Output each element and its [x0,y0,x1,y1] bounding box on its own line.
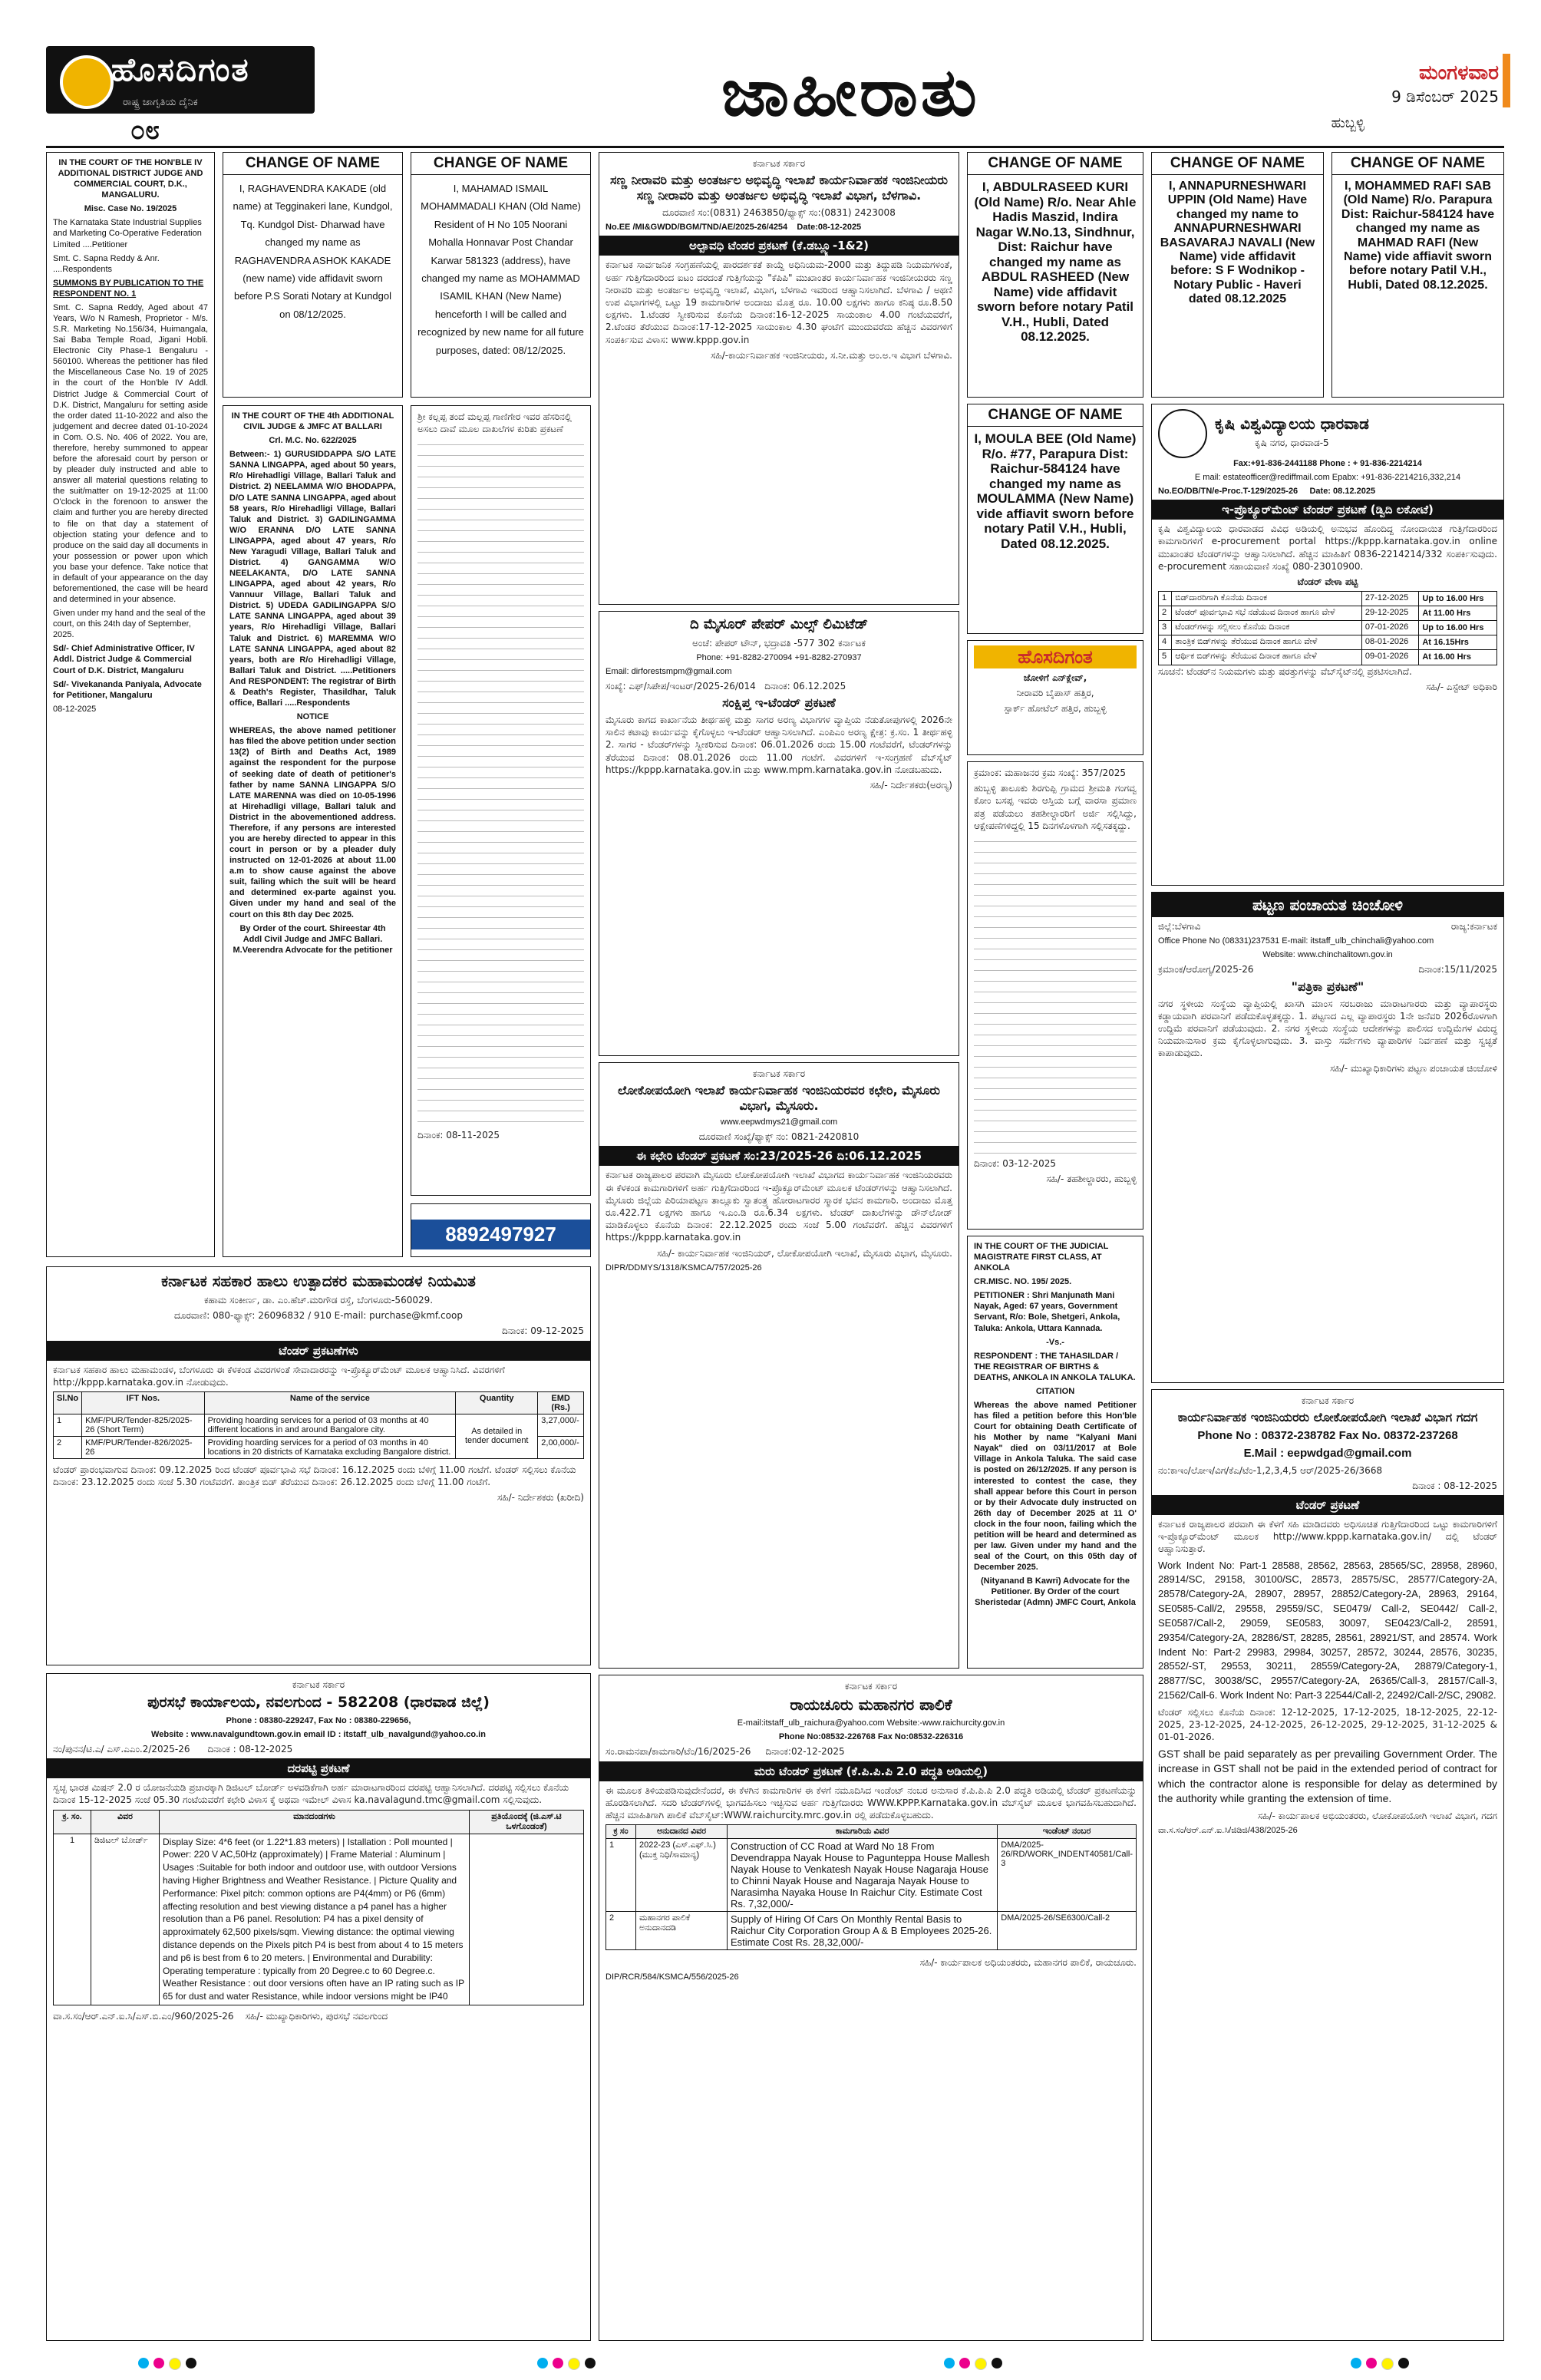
table-cell: Up to 16.00 Hrs [1419,621,1497,635]
petitioner: PETITIONER : Shri Manjunath Mani Nayak, Aged: 67 years, Government Servant, R/o: Bole, Shetgeri, Ankola, Taluka: Ankola, Uttara Kannada. [974,1291,1120,1333]
table-cell: 3,27,000/- [538,1414,584,1436]
org-name: ಪುರಸಭೆ ಕಾರ್ಯಾಲಯ, ನವಲಗುಂದ - 582208 (ಧಾರವಾಡ ಜಿಲ್ಲೆ) [147,1694,490,1712]
chincholi-press-notice [1151,892,1504,1383]
table-cell: 5 [1159,650,1172,665]
registration-dot-icon [169,2358,181,2370]
navalgund-rate-notice [46,1673,591,2341]
govt-label: ಕರ್ನಾಟಕ ಸರ್ಕಾರ [292,1679,345,1690]
tender-body: ಕರ್ನಾಟಕ ಸಾರ್ವಜನಿಕ ಸಂಗ್ರಹಣೆಯಲ್ಲಿ ಪಾರದರ್ಶಕತೆ ಕಾಯ್ದೆ ಅಧಿನಿಯಮ-2000 ಮತ್ತು ತಿದ್ದುಪಡಿ ನಿಯಮಗಳಂತೆ, ಅರ್ಹ ಗುತ್ತಿಗೆದಾರರಿಂದ ಐಟಂ ದರದಂತೆ ಗುತ್ತಿಗೆಯನ್ನು "ಕೆಪಿಪಿ" ಮುಖಾಂತರ ಕಾರ್ಯನಿರ್ವಾಹಕ ಇಂಜಿನೀಯರರು ಸಣ್ಣ ನೀರಾವರಿ ಮತ್ತು ಅಂತರ್ಜಲ ಅಭಿವೃದ್ಧಿ ಇಲಾಖೆ, ವಿಭಾಗ, ಬೆಳಗಾವಿ ಇವರಿಂದ ಆಹ್ವಾನಿಸಲಾಗಿದೆ. ಬೆಳಗಾವಿ / ಅಥಣಿ ಉಪ ವಿಭಾಗಗಳಲ್ಲಿ ಒಟ್ಟು 19 ಕಾಮಗಾರಿಗಳ ಅಂದಾಜು ಮೊತ್ತ ರೂ. 10.00 ಲಕ್ಷಗಳು ಹಾಗೂ ಕನಿಷ್ಠ ರೂ.8.50 ಲಕ್ಷಗಳು. 1.ಟೆಂಡರ ಸ್ವೀಕರಿಸುವ ಕೊನೆಯ ದಿನಾಂಕ:16-12-2025 ಸಾಯಂಕಾಲ 4.00 ಗಂಟೆಯವರೆಗೆ, 2.ಟೆಂಡರ ತೆರೆಯುವ ದಿನಾಂಕ:17-12-2025 ಸಾಯಂಕಾಲ 4.30 ಘಂಟೆಗೆ ಮುಂದುವರೆದು ಹೆಚ್ಚಿನ ವಿವರಗಳಿಗೆ ಸಂಪರ್ಕಿಸುವ ವಿಳಾಸ: www.kppp.gov.in [606,259,952,345]
edition-city: ಹುಬ್ಬಳ್ಳಿ [1331,115,1364,131]
org-address: ಅಂಚೆ: ಪೇಪರ್ ಟೌನ್, ಭದ್ರಾವತಿ -577 302 ಕರ್ನಾಟಕ [692,637,866,649]
col-header: ಇಂಡೆಂಟ್ ನಂಬರ [998,1825,1137,1839]
summons-title: SUMMONS BY PUBLICATION TO THE RESPONDENT NO. 1 [53,278,204,299]
notice-date: ದಿನಾಂಕ: 09-12-2025 [502,1325,584,1337]
notice-heading: IN THE COURT OF THE HON'BLE IV ADDITIONAL DISTRICT JUDGE AND COMMERCIAL COURT, D.K., MANGALURU. [58,158,203,200]
table-cell: 2 [54,1436,82,1458]
tender-body: ಕರ್ನಾಟಕ ರಾಜ್ಯಪಾಲರ ಪರವಾಗಿ ಈ ಕೆಳಗೆ ಸಹಿ ಮಾಡಿದವರು ಅಧಿಸೂಚಿತ ಗುತ್ತಿಗೆದಾರರಿಂದ ಒಟ್ಟು ಕಾಮಗಾರಿಗಳಿಗೆ ಇ-ಪ್ರೊಕ್ಯೂರ್‌ಮೆಂಟ್ ಮೂಲಕ http://www.kppp.karnataka.gov.in/ ದಲ್ಲಿ ಟೆಂಡರ್ ಆಹ್ವಾನಿಸುತ್ತಾರೆ. [1158,1518,1497,1555]
dept-email: www.eepwdmys21@gmail.com [720,1117,838,1127]
signature: ಸಹಿ/- ನಿರ್ದೇಶಕರು(ಅರಣ್ಯ) [869,779,952,791]
org-web: Website : www.navalgundtown.gov.in email ID : itstaff_ulb_navalgund@yahoo.co.in [151,1730,486,1740]
notice-date: ದಿನಾಂಕ:02-12-2025 [765,1746,845,1758]
notice-date: ದಿನಾಂಕ: 06.12.2025 [764,680,846,692]
table-row [54,1414,584,1436]
ad-heading: CHANGE OF NAME [1152,153,1323,175]
notice-body: Smt. C. Sapna Reddy, Aged about 47 Years, W/o N Ramesh, Proprietor - M/s. S.R. Marketing No.156/34, Huimangala, Sai Baba Temple Road, Jigani Hobli. Electronic City Phase-1 Bengaluru - 560100. Whereas the petitioner has filed the Miscellaneous Case No. 19 of 2025 in the court of the Hon'ble IV Addl. District Judge & Commercial Court of D.K. District, Mangaluru for setting aside the order dated 11-10-2022 and also the judgement and decree dated 01-10-2024 in Com. O.S. No. 406 of 2022. You are, therefore, hereby summoned to appear before the aforesaid court by person or by pleader duly instructed and able to answer all material questions relating to the suit/matter on 19-12-2025 at 11:00 O'clock in the forenoon to answer the claim and further you are hereby directed to file on that day a statement of objection stating your defence and to produce on the said day all documents in your possession or power upon which you base your defence. Take notice that in default of your appearance on the day beforementioned, the case will be heard and determined in your absence. [53,302,208,605]
table-cell: DMA/2025-26/SE6300/Call-2 [998,1912,1137,1950]
table-cell: 2,00,000/- [538,1436,584,1458]
price-cell [470,1834,584,2005]
col-header: Sl.No [54,1391,82,1414]
notice-date: ದಿನಾಂಕ : 08-12-2025 [1412,1480,1497,1491]
registration-dot-icon [585,2358,596,2368]
table-cell: 1 [1159,592,1172,606]
dipr-code: DIPR/DDMYS/1318/KSMCA/757/2025-26 [606,1263,762,1273]
org-address: ಕಹಾಮ ಸಂಕೀರ್ಣ, ಡಾ. ಎಂ.ಹೆಚ್.ಮರಿಗೌಡ ರಸ್ತೆ, ಬೆಂಗಳೂರು-560029. [203,1295,434,1306]
col-header: IFT Nos. [82,1391,204,1414]
ad-body: I, RAGHAVENDRA KAKADE (old name) at Tegginakeri lane, Kundgol, Tq. Kundgol Dist- Dharwad have changed my name as RAGHAVENDRA ASHOK KAKADE (new name) vide affidavit sworn before P.S Sorati Notary at Kundgol on 08/12/2025. [233,183,393,320]
table-cell: KMF/PUR/Tender-825/2025-26 (Short Term) [82,1414,204,1436]
table-cell: Providing hoarding services for a period of 03 months in 40 locations in 20 districts of Karnataka excluding Bangalore district. [204,1436,456,1458]
notice-text-block [417,438,584,1129]
signature: ಸಹಿ/-ಕಾರ್ಯನಿರ್ವಾಹಕ ಇಂಜಿನೀಯರು, ಸ.ನೀ.ಮತ್ತು ಅಂ.ಅ.ಇ ವಿಭಾಗ ಬೆಳಗಾವಿ. [711,349,952,361]
table-row [606,1839,1137,1912]
logo-tagline: ರಾಷ್ಟ್ರ ಜಾಗೃತಿಯ ದೈನಿಕ [123,97,198,108]
col-header: EMD (Rs.) [538,1391,584,1414]
ad-body: I, ANNAPURNESHWARI UPPIN (Old Name) Have changed my name to ANNAPURNESHWARI BASAVARAJ NAVALI (New Name) vide affidavit before: S F Wodnikop - Notary Public - Haveri dated 08.12.2025 [1160,180,1315,306]
tender-table [53,1391,584,1459]
org-name: ಕರ್ನಾಟಕ ಸಹಕಾರ ಹಾಲು ಉತ್ಪಾದಕರ ಮಹಾಮಂಡಳ ನಿಯಮಿತ [161,1272,476,1290]
ref-number: ಕ್ರಮಾಂಕ: ಮಹಾಜನರ ಕ್ರಮ ಸಂಖ್ಯೆ: 357/2025 [974,767,1127,778]
notice-body: ಶ್ರೀ ಕಲ್ಲಪ್ಪ ತಂದೆ ಮಲ್ಲಪ್ಪ ಗಾಣಿಗೇರ ಇವರ ಹೆಸರಿನಲ್ಲಿ ಅಸಲು ದಾವೆ ಮೂಲ ದಾಖಲೆಗಳ ಕುರಿತು ಪ್ರಕಟಣೆ [417,411,572,435]
table-cell: ಮಹಾನಗರ ಪಾಲಿಕೆ ಅನುದಾನದಡಿ [636,1912,728,1950]
registration-dot-icon [975,2358,987,2370]
ref-line [1158,486,1497,497]
schedule-table [1158,591,1497,665]
ad-heading: CHANGE OF NAME [223,153,402,175]
org-phone: Phone No:08532-226768 Fax No:08532-226316 [778,1732,964,1742]
hosadiganta-office-ad [967,640,1143,755]
case-number: CR.MISC. NO. 195/ 2025. [974,1277,1072,1287]
table-cell: ತಾಂತ್ರಿಕ ಬಿಡ್‌ಗಳನ್ನು ತೆರೆಯುವ ದಿನಾಂಕ ಹಾಗೂ ವೇಳೆ [1172,635,1362,650]
registration-dot-icon [1351,2358,1361,2368]
ref-number: ನಂ:ಕಾಇಂ/ಲೋಇ/ವಿಗ/ಕೆಎ/ಟೆಂ-1,2,3,4,5 ಆರ್/2025-26/3668 [1158,1464,1383,1476]
signature: ಸಹಿ/- ಕಾರ್ಯನಿರ್ವಾಹಕ ಇಂಜಿನಿಯರ್, ಲೋಕೋಪಯೋಗಿ ಇಲಾಖೆ, ಮೈಸೂರು ವಿಭಾಗ, ಮೈಸೂರು. [657,1247,952,1259]
registration-dot-icon [153,2358,164,2368]
signature: Sd/- Chief Administrative Officer, IV Addl. District Judge & Commercial Court of D.K. District, Mangaluru [53,644,195,675]
org-fax: Fax:+91-836-2441188 Phone : + 91-836-2214214 [1233,459,1422,468]
notice-label: NOTICE [296,712,329,722]
accent-bar [1503,54,1510,107]
tender-bar: ಮರು ಟೆಂಡರ್ ಪ್ರಕಟಣೆ (ಕೆ.ಪಿ.ಪಿ.ಪಿ 2.0 ಪದ್ಧತಿ ಅಡಿಯಲ್ಲಿ) [599,1761,1143,1781]
dipr-code: DIP/RCR/584/KSMCA/556/2025-26 [606,1972,739,1982]
pwd-mysuru-tender [599,1062,959,1669]
ref-number: ಕ್ರಮಾಂಕ/ಆರೋಗ್ಯ/2025-26 [1158,964,1254,975]
dept-name: ಸಣ್ಣ ನೀರಾವರಿ ಮತ್ತು ಅಂತರ್ಜಲ ಅಭಿವೃದ್ಧಿ ಇಲಾಖೆ ಕಾರ್ಯನಿರ್ವಾಹಕ ಇಂಜಿನೀಯರು ಸಣ್ಣ ನೀರಾವರಿ ಮತ್ತು ಅಂತರ್ಜಲ ಅಭಿವೃದ್ಧಿ ಇಲಾಖೆ ವಿಭಾಗ, ಬೆಳಗಾವಿ. [610,173,948,203]
mysore-paper-mills-tender [599,611,959,1056]
org-name: ದಿ ಮೈಸೂರ್ ಪೇಪರ್ ಮಿಲ್ಸ್ ಲಿಮಿಟೆಡ್ [689,616,869,632]
table-row [1159,650,1497,665]
table-cell: Providing hoarding services for a period of 03 months at 40 different locations in and around Bangalore city. [204,1414,456,1436]
notice-body: Whereas the above named Petitioner has filed a petition before this Hon'ble Court for obtaining Death Certificate of his Mother by name "Kalyani Mani Nayak" died on 03/11/2017 at Bole Village in Ankola Taluka. The said case is posted on 26/12/2025. If any person is interested to contest the case, they shall appear before this Court in person or by their Advocate duly instructed on 26th day of December 2025 at 11 O' clock in the four noon, failing which the petition will be heard and determined as per law. Given under my hand and the seal of the Court, on this 05th day of December 2025. [974,1401,1137,1573]
col-header: Quantity [456,1391,538,1414]
ad-line: ಜೋಳಿಗೆ ಎನ್‌ಕ್ಲೇವ್, [1023,672,1087,683]
citation-label: CITATION [1035,1386,1075,1396]
contact-phone: 8892497927 [411,1220,590,1249]
govt-label: ಕರ್ನಾಟಕ ಸರ್ಕಾರ [752,158,806,169]
court-notice-ballari [223,405,403,1257]
tender-dates: ಟೆಂಡರ್ ಸಲ್ಲಿಸಲು ಕೊನೆಯ ದಿನಾಂಕ: 12-12-2025, 17-12-2025, 18-12-2025, 22-12-2025, 23-12-2025, 24-12-2025, 26-12-2025, 29-12-2025, 31-12-2025 & 01-01-2026. [1158,1706,1497,1743]
signature: ಸಹಿ/- ಎಸ್ಟೇಟ್ ಅಧಿಕಾರಿ [1426,681,1497,692]
tahsildar-notice [967,761,1143,1230]
table-cell: As detailed in tender document [456,1414,538,1458]
ref-number: No.EE /MI&GWDD/BGM/TND/AE/2025-26/4254 [606,223,788,233]
hosadiganta-contact-box [411,1203,591,1257]
logo-text: ಹೊಸದಿಗಂತ [111,51,250,88]
footer-line [53,2010,584,2022]
org-email: Email: dirforestsmpm@gmail.com [606,666,732,676]
gst-note: GST shall be paid separately as per prevailing Government Order. The increase in GST shall not be paid in the extended period of contract for which the contractor alone is responsible for delay as determined by the authority while granting the extension of time. [1158,1747,1497,1805]
table-cell: At 16.15Hrs [1419,635,1497,650]
spec-table [53,1810,584,2005]
table-cell: 1 [54,1414,82,1436]
dept-name: ಕಾರ್ಯನಿರ್ವಾಹಕ ಇಂಜಿನಿಯರರು ಲೋಕೋಪಯೋಗಿ ಇಲಾಖೆ ವಿಭಾಗ ಗದಗ [1177,1410,1478,1425]
kmf-tender [46,1266,591,1665]
col-header: ಅನುದಾನದ ವಿವರ [636,1825,728,1839]
change-of-name-moula [967,404,1143,634]
org-contact: ದೂರವಾಣಿ: 080-ಫ್ಯಾಕ್ಸ್: 26096832 / 910 E-mail: purchase@kmf.coop [174,1310,463,1322]
notice-heading: IN THE COURT OF THE JUDICIAL MAGISTRATE FIRST CLASS, AT ANKOLA [974,1242,1109,1273]
notice-bar: ದರಪಟ್ಟಿ ಪ್ರಕಟಣೆ [47,1758,590,1778]
col-header: ಪ್ರತಿಯೊಂದಕ್ಕೆ (ಜಿ.ಎಸ್.ಟಿ ಒಳಗೊಂಡಂತೆ) [470,1810,584,1834]
registration-dot-icon [568,2358,580,2370]
notice-body: WHEREAS, the above named petitioner has filed the above petition under section 13(2) of Birth and Deaths Act, 1989 against the respondent for the purpose of seeking date of death of petitioner's father by name SANNA LINGAPPA S/O LATE MARENNA was died on 10-05-1996 at Hirehadligi village, Ballari taluk and District in the abovementioned address. Therefore, if any persons are interested you are hereby directed to appear in this court in person or by a pleader duly instructed on 12-01-2026 at about 11.00 a.m to show cause against the above suit, failing which the suit will be heard and determined ex-parte against you. Given under my hand and seal of the court on this 8th day Dec 2025. [229,726,396,919]
issue-date: 9 ಡಿಸೆಂಬರ್ 2025 [1391,87,1499,106]
ad-heading: CHANGE OF NAME [411,153,590,175]
spec-cell: Display Size: 4*6 feet (or 1.22*1.83 meters) | Istallation : Poll mounted | Power: 220 V AC,50Hz (approximately) | Frame Material : Aluminum | Usages :Suitable for both indoor and outdoor use, with outdoor Versions having Higher Brightness and Weather Resistance. | Picture Quality and Performance: Pixel pitch: common options are P4(4mm) or P6 (6mm) affecting resolution and best viewing distance a p4 panel has a higher resolution than a P6 panel. Resolution: P4 has a pixel density of approximately 62,500 pixels/sqm. Viewing distance: the optimal viewing distance depends on the Pixels pitch P4 is best from about 4 to 15 meters and p6 is best from 6 to 20 meters. | Environmental and Durability: Operating temperature : typically from 20 Degree.c to 60 Degree.c. Weather Resistance : out door versions often have an IP rating such as IP 65 for dust and water Resistance, while indoor versions might be IP40 [160,1834,470,2005]
ad-line: ಸ್ಪಾರ್ಕ್ ಹೋಟೆಲ್ ಹತ್ತಿರ, ಹುಬ್ಬಳ್ಳಿ [1004,703,1107,715]
notice-body: ಮೈಸೂರು ಕಾಗದ ಕಾರ್ಖಾನೆಯ ತೀರ್ಥಹಳ್ಳಿ ಮತ್ತು ಸಾಗರ ಅರಣ್ಯ ವಿಭಾಗಗಳ ವ್ಯಾಪ್ತಿಯ ನೆಡುತೋಪುಗಳಲ್ಲಿ 2026ನೇ ಸಾಲಿನ ಕಟಾವು ಕಾರ್ಯವನ್ನು ಕೈಗೊಳ್ಳಲು ಇ-ಟೆಂಡರ್ ಆಹ್ವಾನಿಸಲಾಗಿದೆ. ಎಂಪಿಎಂ ಅರಣ್ಯ ಕ್ಷೇತ್ರ: ಕ್ರ.ಸಂ. 1 ತೀರ್ಥಹಳ್ಳಿ 2. ಸಾಗರ - ಟೆಂಡರ್‌ಗಳನ್ನು ಸ್ವೀಕರಿಸುವ ದಿನಾಂಕ: 06.01.2026 ರಂದು 15.00 ಗಂಟೆವರೆಗೆ, ಟೆಂಡರ್‌ಗಳನ್ನು ತೆರೆಯುವ ದಿನಾಂಕ: 08.01.2026 ರಂದು 11.00 ಗಂಟೆಗೆ. ವಿವರಗಳಿಗೆ ಇ-ಸಂಗ್ರಹಣೆ ವೆಬ್‌ಸೈಟ್ https://kppp.karnataka.gov.in ಮತ್ತು www.mpm.karnataka.gov.in ನೋಡಬಹುದು. [606,715,952,775]
table-cell: 09-01-2026 [1361,650,1418,665]
ad-heading: CHANGE OF NAME [1332,153,1503,175]
notice-body: ನಗರ ಸ್ಥಳೀಯ ಸಂಸ್ಥೆಯ ವ್ಯಾಪ್ತಿಯಲ್ಲಿ ಖಾಸಗಿ ಮಾಂಸ ಸರಬರಾಜು ಮಾರಾಟಗಾರರು ಮತ್ತು ವ್ಯಾಪಾರಸ್ಥರು ಕಡ್ಡಾಯವಾಗಿ ಪರವಾನಿಗೆ ಪಡೆದುಕೊಳ್ಳತಕ್ಕದ್ದು. 1. ಪಟ್ಟಣದ ಎಲ್ಲ ವ್ಯಾಪಾರಸ್ಥರು 1ನೇ ಜನೆವರಿ 2026ರೊಳಗಾಗಿ ಉದ್ದಿಮೆ ಪರವಾನಿಗೆ ಪಡೆಯುವುದು. 2. ನಗರ ಸ್ಥಳೀಯ ಸಂಸ್ಥೆಯ ಆದೇಶಗಳನ್ನು ಪಾಲಿಸದ ಉದ್ದಿಮೆಗಳ ವಿರುದ್ಧ ನಿಯಮಾನುಸಾರ ಕ್ರಮ ಕೈಗೊಳ್ಳಲಾಗುವುದು. 3. ವಾಸ್ತು ಸರ್ವೇಗಳು ವ್ಯಾಪಾರಿಗಳ ನಿರ್ವಹಣೆ ಮತ್ತು ಸ್ವಚ್ಛತೆ ಕಾಪಾಡುವುದು. [1158,998,1497,1059]
table-cell: 08-01-2026 [1361,635,1418,650]
col-header: ಕ್ರ ಸಂ [606,1825,636,1839]
university-emblem-icon [1158,409,1207,458]
govt-label: ಕರ್ನಾಟಕ ಸರ್ಕಾರ [1301,1395,1355,1406]
notice-date: ದಿನಾಂಕ:15/11/2025 [1418,964,1497,975]
ad-body: I, MOHAMMED RAFI SAB (Old Name) R/o. Parapura Dist: Raichur-584124 have changed my name as MAHMAD RAFI (New Name) vide affiavit sworn before notary Patil V.H., Hubli, Dated 08.12.2025. [1341,180,1495,292]
org-address: ಕೃಷಿ ನಗರ, ಧಾರವಾಡ-5 [1255,437,1329,449]
agri-university-tender [1151,404,1504,886]
ref-number: No.EO/DB/TN/e-Proc.T-129/2025-26 [1158,487,1298,497]
table-row [54,1834,584,2005]
ref-line [1158,963,1497,975]
org-contact: Office Phone No (08331)237531 E-mail: itstaff_ulb_chinchali@yahoo.com [1158,936,1434,946]
signature: ಸಹಿ/- ತಹಶೀಲ್ದಾರರು, ಹುಬ್ಬಳ್ಳಿ [1046,1173,1137,1185]
ad-body: I, ABDULRASEED KURI (Old Name) R/o. Near Ahle Hadis Maszid, Indira Nagar W.No.13, Sindhnur, Dist: Raichur have changed my name as ABDUL RASHEED (New Name) vide affidavit sworn before notary Patil V.H., Hubli, Dated 08.12.2025. [974,180,1137,345]
print-registration-dots-far [1351,2358,1409,2370]
footer-code: ವಾ.ಸ.ಸಂ/ಆರ್.ಎನ್.ಐ.ಸಿ/ಜಿಡಿಜಿ/438/2025-26 [1158,1826,1298,1836]
tender-intro: ಕರ್ನಾಟಕ ಸಹಕಾರ ಹಾಲು ಮಹಾಮಂಡಳ, ಬೆಂಗಳೂರು ಈ ಕೆಳಕಂಡ ವಿವರಗಳಂತೆ ಸೇವಾದಾರರನ್ನು ಇ-ಪ್ರೊಕ್ಯೂರ್‌ಮೆಂಟ್ ಮೂಲಕ ಆಹ್ವಾನಿಸಿದೆ. ವಿವರಗಳಿಗೆ http://kppp.karnataka.gov.in ನೋಡುವುದು. [53,1364,505,1388]
ad-title: ಹೊಸದಿಗಂತ [974,645,1137,668]
col-header: ಮಾನದಂಡಗಳು [160,1810,470,1834]
table-row [1159,606,1497,621]
registration-dot-icon [553,2358,563,2368]
table-cell: 07-01-2026 [1361,621,1418,635]
signature: By Order of the court. Shireestar 4th Addl Civil Judge and JMFC Ballari. M.Veerendra Advocate for the petitioner [233,923,393,955]
advocate-signature: Sd/- Vivekananda Paniyala, Advocate for Petitioner, Mangaluru [53,679,202,700]
notice-heading: ಸಂಕ್ಷಿಪ್ತ ಇ-ಟೆಂಡರ್ ಪ್ರಕಟಣೆ [722,695,836,711]
tender-bar: ಈ ಕಛೇರಿ ಟೆಂಡರ್ ಪ್ರಕಟಣೆ ಸಂ:23/2025-26 ದಿ:06.12.2025 [599,1146,959,1166]
notice-body: ಸ್ವಚ್ಛ ಭಾರತ ಮಿಷನ್ 2.0 ರ ಯೋಜನೆಯಡಿ ಪ್ರಚಾರಕ್ಕಾಗಿ ಡಿಜಿಟಲ್ ಬೋರ್ಡ್ ಅಳವಡಿಕೆಗಾಗಿ ಅರ್ಹ ಮಾರಾಟಗಾರರಿಂದ ದರಪಟ್ಟಿ ಆಹ್ವಾನಿಸಲಾಗಿದೆ. ದರಪಟ್ಟಿ ಸಲ್ಲಿಸಲು ಕೊನೆಯ ದಿನಾಂಕ 15-12-2025 ಸಂಜೆ 05.30 ಗಂಟೆಯವರೆಗೆ ಕಛೇರಿ ವಿಳಾಸ ಕ್ಕೆ ಅಥವಾ ಇಮೇಲ್ ವಿಳಾಸ ka.navalagund.tmc@gmail.com ಸಲ್ಲಿಸುವುದು. [53,1782,569,1806]
tender-body: ಕರ್ನಾಟಕ ರಾಜ್ಯಪಾಲರ ಪರವಾಗಿ ಮೈಸೂರು ಲೋಕೋಪಯೋಗಿ ಇಲಾಖೆ ವಿಭಾಗದ ಕಾರ್ಯನಿರ್ವಾಹಕ ಇಂಜಿನಿಯರವರು ಈ ಕೆಳಕಂಡ ಕಾಮಗಾರಿಗಳಿಗೆ ಅರ್ಹ ಗುತ್ತಿಗೆದಾರರಿಂದ ಇ-ಪ್ರೊಕ್ಯೂರ್‌ಮೆಂಟ್ ಮೂಲಕ ಟೆಂಡರ್‌ಗಳನ್ನು ಆಹ್ವಾನಿಸಲಾಗಿದೆ. ಮೈಸೂರು ಜಿಲ್ಲೆಯ ಪಿರಿಯಾಪಟ್ಟಣ ತಾಲ್ಲೂಕು ಸ್ವಾತಂತ್ರ್ಯ ಹೋರಾಟಗಾರರ ಸ್ಮಾರಕ ಭವನ ಕಾಮಗಾರಿ. ಅಂದಾಜು ಮೊತ್ತ ರೂ.422.71 ಲಕ್ಷಗಳು ಹಾಗೂ ಇ.ಎಂ.ಡಿ ರೂ.6.34 ಲಕ್ಷಗಳು. ಟೆಂಡರ್ ದಾಖಲೆಗಳನ್ನು ಡೌನ್‌ಲೋಡ್ ಮಾಡಿಕೊಳ್ಳಲು ಕೊನೆಯ ದಿನಾಂಕ: 22.12.2025 ರಂದು ಸಂಜೆ 5.00 ಗಂಟೆವರೆಗೆ. ಹೆಚ್ಚಿನ ವಿವರಗಳಿಗೆ https://kppp.karnataka.gov.in [606,1170,952,1243]
respondent: RESPONDENT : THE TAHASILDAR / THE REGISTRAR OF BIRTHS & DEATHS, ANKOLA IN ANKOLA TALUKA. [974,1351,1136,1382]
dept-phone: ದೂರವಾಣಿ ಸಂ:(0831) 2463850/ಫ್ಯಾಕ್ಸ್ ಸಂ:(0831) 2423008 [662,207,896,219]
signature: ಸಹಿ/- ನಿರ್ದೇಶಕರು (ಖರೀದಿ) [497,1492,584,1504]
table-cell: 4 [1159,635,1172,650]
col-header: ಕಾಮಗಾರಿಯ ವಿವರ [728,1825,998,1839]
change-of-name-annapurneshwari [1151,152,1324,398]
govt-label: ಕರ್ನಾಟಕ ಸರ್ಕಾರ [752,1068,806,1079]
ad-heading: CHANGE OF NAME [968,153,1143,175]
schedule-heading: ಟೆಂಡರ್ ವೇಳಾ ಪಟ್ಟಿ [1297,576,1358,587]
signature: ಸಹಿ/- ಮುಖ್ಯಾಧಿಕಾರಿಗಳು ಪಟ್ಟಣ ಪಂಚಾಯತ ಚಿಂಚೋಳಿ [1330,1063,1497,1074]
work-indents: Work Indent No: Part-1 28588, 28562, 28563, 28565/SC, 28958, 28960, 28914/SC, 29158, 30100/SC, 28573, 28575/SC, 28577/Category-2A, 28578/Category-2A, 28907, 28957, 28852/Category-2A, 28963, 29164, SE0585-Call/2, 29558, 29559/SC, SE0479/ Call-2, SE0442/ Call-2, SE0587/Call-2, 29059, SE0583, 30097, SE0423/Call-2, 28591, 29354/Category-2A, 28286/ST, 28285, 28561, 28921/ST, and 28574. Work Indent No: Part-2 29983, 29984, 30257, 28572, 30244, 28576, 30235, 28552/-ST, 29553, 30211, 28559/Category-2A, 28879/Category-1, 28877/SC, 30038/SC, 29557/Category-2A, 26365/Call-3, 28157/Call-3, 21562/Call-6. Work Indent No: Part-3 22544/Call-2, 22492/Call-2/SC, 29082. [1158,1559,1497,1702]
ad-line: ನೀರಾವರಿ ಬೈಪಾಸ್ ಹತ್ತಿರ, [1016,688,1094,699]
org-email: E mail: estateofficer@rediffmail.com Epabx: +91-836-2214216,332,214 [1194,473,1461,483]
ref-line [606,222,952,233]
district-line [1158,920,1497,933]
pwd-gadag-tender [1151,1389,1504,2341]
table-cell: 29-12-2025 [1361,606,1418,621]
signature: ಸಹಿ/- ಕಾರ್ಯಪಾಲಕ ಅಭಿಯಂತರರು, ಲೋಕೋಪಯೋಗಿ ಇಲಾಖೆ ವಿಭಾಗ, ಗದಗ [1257,1810,1497,1821]
registration-dot-icon [186,2358,196,2368]
table-row [1159,592,1497,606]
kannada-notice [411,405,591,1196]
org-phone: Phone : 08380-229247, Fax No : 08380-229656, [226,1715,411,1725]
notice-date: ದಿನಾಂಕ: 03-12-2025 [974,1157,1056,1169]
print-registration-dots-mid [537,2358,596,2370]
ad-body: I, MOULA BEE (Old Name) R/o. #77, Parapura Dist: Raichur-584124 have changed my name as MOULAMMA (New Name) vide affiavit sworn before notary Patil V.H., Hubli, Dated 08.12.2025. [974,431,1137,551]
masthead [0,0,1541,146]
table-cell: ಡಿಜಿಟಲ್ ಬೋರ್ಡ್ [91,1834,160,2005]
district-label: ಜಿಲ್ಲೆ:ಬೆಳಗಾವಿ [1158,921,1201,932]
table-row [1159,621,1497,635]
footer-code: ವಾ.ಸ.ಸಂ/ಆರ್.ಎನ್.ಐ.ಸಿ/ಎಸ್.ಬಿ.ಎಂ/960/2025-26 [53,2011,234,2022]
registration-dot-icon [1381,2358,1394,2370]
notice-date: Date: 08.12.2025 [1309,487,1376,497]
col-header: ವಿವರ [91,1810,160,1834]
notice-text-block [974,835,1137,1157]
dept-name: ಲೋಕೋಪಯೋಗಿ ಇಲಾಖೆ ಕಾರ್ಯನಿರ್ವಾಹಕ ಇಂಜಿನಿಯರವರ ಕಛೇರಿ, ಮೈಸೂರು ವಿಭಾಗ, ಮೈಸೂರು. [617,1083,941,1114]
work-table [606,1824,1137,1950]
dept-phone: ದೂರವಾಣಿ ಸಂಖ್ಯೆ/ಫ್ಯಾಕ್ಸ್ ನಂ: 0821-2420810 [698,1131,860,1143]
notice-date: Date:08-12-2025 [797,223,862,233]
table-row [1159,635,1497,650]
versus: -Vs.- [1046,1337,1064,1347]
table-cell: 2 [606,1912,636,1950]
org-email: E-mail:itstaff_ulb_raichura@yahoo.com Website:-www.raichurcity.gov.in [737,1718,1005,1728]
respondent: Smt. C. Sapna Reddy & Anr. ....Respondents [53,253,160,274]
notice-heading: IN THE COURT OF THE 4th ADDITIONAL CIVIL JUDGE & JMFC AT BALLARI [231,411,394,432]
case-number: Misc. Case No. 19/2025 [84,204,177,214]
col-header: Name of the service [204,1391,456,1414]
ref-line [53,1743,584,1755]
table-cell: Construction of CC Road at Ward No 18 From Devendrappa Nayak House to Pagunteppa House Mallesh Nayak House to Venkatesh Nayak House Nagaraja House to Chinni Nayak House and Nagaraja Nayak House to Narasimha Nayaka House In Raichur City. Estimate Cost Rs. 7,32,000/- [728,1839,998,1912]
table-cell: 2 [1159,606,1172,621]
section-title: ಜಾಹೀರಾತು [721,54,980,131]
registration-dot-icon [944,2358,955,2368]
notice-date: ದಿನಾಂಕ : 08-12-2025 [207,1744,293,1755]
ad-body: I, MAHAMAD ISMAIL MOHAMMADALI KHAN (Old Name) Resident of H No 105 Noorani Mohalla Honnavar Post Chandar Karwar 581323 (address), have changed my name as MOHAMMAD ISAMIL KHAN (New Name) henceforth I will be called and recognized by new name for all future purposes, dated: 08/12/2025. [417,183,584,356]
print-registration-dots-left [138,2358,196,2370]
case-number: Crl. M.C. No. 622/2025 [269,436,357,446]
registration-dot-icon [1366,2358,1377,2368]
change-of-name-mahamad [411,152,591,398]
masthead-rule [46,146,1504,148]
tender-bar: ಇ-ಪ್ರೊಕ್ಯೂರ್‌ಮೆಂಟ್ ಟೆಂಡರ್ ಪ್ರಕಟಣೆ (ಡ್ವಿದಿ ಲಕೋಟೆ) [1152,500,1503,520]
state-label: ರಾಜ್ಯ:ಕರ್ನಾಟಕ [1450,921,1497,932]
table-row [606,1912,1137,1950]
ad-heading: CHANGE OF NAME [968,404,1143,427]
change-of-name-raghavendra [223,152,403,398]
table-cell: ಬಿಡ್‌ದಾರರಿಗಾಗಿ ಕೊನೆಯ ದಿನಾಂಕ [1172,592,1362,606]
dept-phone: Phone No : 08372-238782 Fax No. 08372-237268 [1197,1429,1458,1443]
tender-body: ಈ ಮೂಲಕ ತಿಳಿಯಪಡಿಸುವುದೇನೆಂದರೆ, ಈ ಕೆಳಗಿನ ಕಾಮಗಾರಿಗಳ ಈ ಕೆಳಗೆ ನಮೂದಿಸಿದ ಇಂಡೆಂಟ್ ನಂಬರ ಅನುಸಾರ ಕೆ.ಪಿ.ಪಿ.ಪಿ 2.0 ಪದ್ಧತಿ ಅಡಿಯಲ್ಲಿ ಟೆಂಡರ್ ಪ್ರಕಟಣೆಯನ್ನು ಹೊರಡಿಸಲಾಗಿದೆ. ಸದರಿ ಟೆಂಡರ್‌ಗಳಲ್ಲಿ ಭಾಗವಹಿಸಲು ಇಚ್ಛಿಸುವ ಅರ್ಹ ಗುತ್ತಿಗೆದಾರರು WWW.KPPP.Karnataka.gov.in ವೆಬ್‌ಸೈಟ್ ಮೂಲಕ ಭಾಗವಹಿಸಬಹುದಾಗಿದೆ. ಹೆಚ್ಚಿನ ಮಾಹಿತಿಗಾಗಿ ಪಾಲಿಕೆ ವೆಬ್‌ಸೈಟ್:WWW.raichurcity.mrc.gov.in ರಲ್ಲಿ ಪಡೆದುಕೊಳ್ಳಬಹುದು. [606,1784,1137,1820]
court-notice-mangaluru [46,152,215,1257]
table-cell: 3 [1159,621,1172,635]
tender-bar: ಅಲ್ಪಾವಧಿ ಟೆಂಡರ ಪ್ರಕಟಣೆ (ಕೆ.ಡಬ್ಲ್ಯೂ-1&2) [599,236,959,256]
tender-bar: ಟೆಂಡರ್ ಪ್ರಕಟಣೆಗಳು [47,1341,590,1361]
signature: (Nityanand B Kawri) Advocate for the Petitioner. By Order of the court Sheristedar (Admn) JMFC Court, Ankola [975,1576,1136,1608]
org-web: Website: www.chinchalitown.gov.in [1262,950,1393,960]
ref-line [606,1745,1137,1758]
tender-body: ಕೃಷಿ ವಿಶ್ವವಿದ್ಯಾಲಯ ಧಾರವಾಡದ ವಿವಿಧ ಅಡಿಯಲ್ಲಿ ಅನುಭವ ಹೊಂದಿದ್ದ ನೋಂದಾಯಿತ ಗುತ್ತಿಗೆದಾರರಿಂದ ಕಾಮಗಾರಿಗಳಿಗೆ e-procurement portal https://kppp.karnataka.gov.in online ಮುಖಾಂತರ ಟೆಂಡರ್‌ಗಳನ್ನು ಆಹ್ವಾನಿಸಲಾಗಿದೆ. ಹೆಚ್ಚಿನ ಮಾಹಿತಿಗೆ 0836-2214214/332 ಸಂಪರ್ಕಿಸುವುದು. e-procurement ಸಹಾಯವಾಣಿ ಸಂಖ್ಯೆ 080-23010900. [1158,523,1497,572]
notice-date: 08-12-2025 [53,704,97,714]
table-cell: ಟೆಂಡರ್ ಪೂರ್ವಭಾವಿ ಸಭೆ ನಡೆಯುವ ದಿನಾಂಕ ಹಾಗೂ ವೇಳೆ [1172,606,1362,621]
minor-irrigation-tender [599,152,959,605]
date-line: Given under my hand and the seal of the court, on this 24th day of September, 2025. [53,609,206,640]
court-notice-ankola [967,1236,1143,1669]
raichur-corporation-tender [599,1675,1143,2341]
ref-line [606,680,952,692]
registration-dot-icon [1398,2358,1409,2368]
ref-number: ಸಂಖ್ಯೆ: ಎಫ್/ಸಿಪೇಪ/ಇಂಟರ್/2025-26/014 [606,680,756,692]
issue-day: ಮಂಗಳವಾರ [1418,61,1499,84]
change-of-name-abdul [967,152,1143,398]
table-cell: At 11.00 Hrs [1419,606,1497,621]
table-cell: ಟೆಂಡರ್‌ಗಳನ್ನು ಸಲ್ಲಿಸಲು ಕೊನೆಯ ದಿನಾಂಕ [1172,621,1362,635]
signature: ಸಹಿ/- ಕಾರ್ಯಪಾಲಕ ಅಧಿಯಂತರರು, ಮಹಾನಗರ ಪಾಲಿಕೆ, ರಾಯಚೂರು. [919,1957,1137,1969]
table-cell: Up to 16.00 Hrs [1419,592,1497,606]
change-of-name-mohammed [1331,152,1504,398]
table-cell: Supply of Hiring Of Cars On Monthly Rental Basis to Raichur City Corporation Group A & B Employees 2025-26. Estimate Cost Rs. 28,32,000/- [728,1912,998,1950]
registration-dot-icon [138,2358,149,2368]
table-cell: 1 [606,1839,636,1912]
org-name: ರಾಯಚೂರು ಮಹಾನಗರ ಪಾಲಿಕೆ [790,1695,952,1715]
registration-dot-icon [959,2358,970,2368]
notice-parties: Between:- 1) GURUSIDDAPPA S/O LATE SANNA LINGAPPA, aged about 50 years, R/o Hirehadligi Village, Ballari Taluk and District. 2) NEELAMMA W/O BHODAPPA, D/O LATE SANNA LINGAPPA, aged about 58 years, R/o Hirehadligi Village, Ballari Taluk and District. 3) GADILINGAMMA W/O ERANNA D/O LATE SANNA LINGAPPA, aged about 47 years, R/o New Yaragudi Village, Ballari Taluk and District. 4) GANGAMMA W/O NEELAKANTA, D/O LATE SANNA LINGAPPA, aged about 42 years, R/o Vannuur Village, Ballari Taluk and District. 5) UDEDA GADILINGAPPA S/O LATE SANNA LINGAPPA, aged about 39 years, R/o Hirehadligi Village, Ballari Taluk and District. 6) MAREMMA W/O LATE SANNA LINGAPPA, aged about 82 years, both are R/o Hirehadligi Village, Ballari Taluk and District. .....Petitioners And RESPONDENT: The registrar of Birth & Death's Register, Thasildhar, Taluk office, Ballari .....Respondents [229,450,396,708]
page-number: ೦೮ [130,115,160,146]
table-cell: KMF/PUR/Tender-826/2025-26 [82,1436,204,1458]
org-name: ಪಟ್ಟಣ ಪಂಚಾಯತ ಚಿಂಚೋಳಿ [1152,893,1503,917]
org-phone: Phone: +91-8282-270094 +91-8282-270937 [696,652,862,662]
signature: ಸಹಿ/- ಮುಖ್ಯಾಧಿಕಾರಿಗಳು, ಪುರಸಭೆ ನವಲಗುಂದ [245,2011,388,2022]
notice-date: ದಿನಾಂಕ: 08-11-2025 [417,1130,500,1141]
tender-note: ಸೂಚನೆ: ಟೆಂಡರ್‌ನ ನಿಯಮಗಳು ಮತ್ತು ಷರತ್ತುಗಳನ್ನು ವೆಬ್‌ಸೈಟ್‌ನಲ್ಲಿ ಪ್ರಕಟಿಸಲಾಗಿದೆ. [1158,665,1412,677]
table-cell: 1 [54,1834,91,2005]
notice-heading: "ಪತ್ರಿಕಾ ಪ್ರಕಟಣೆ" [1291,979,1364,994]
tender-schedule: ಟೆಂಡರ್ ಪ್ರಾರಂಭವಾಗುವ ದಿನಾಂಕ: 09.12.2025 ರಿಂದ ಟೆಂಡರ್ ಪೂರ್ವಭಾವಿ ಸಭೆ ದಿನಾಂಕ: 16.12.2025 ರಂದು ಬೆಳಿಗ್ಗೆ 11.00 ಗಂಟೆಗೆ. ಟೆಂಡರ್ ಸಲ್ಲಿಸಲು ಕೊನೆಯ ದಿನಾಂಕ: 23.12.2025 ರಂದು ಸಂಜೆ 5.30 ಗಂಟೆವರೆಗೆ. ತಾಂತ್ರಿಕ ಬಿಡ್ ತೆರೆಯುವ ದಿನಾಂಕ: 26.12.2025 ರಂದು ಬೆಳಿಗ್ಗೆ 11.00 ಗಂಟೆಗೆ. [53,1464,576,1488]
table-cell: 27-12-2025 [1361,592,1418,606]
registration-dot-icon [992,2358,1002,2368]
table-cell: 2022-23 (ಎಸ್.ಎಫ್.ಸಿ.) (ಮುಕ್ತ ನಿಧಿ/ಸಾಮಾನ್ಯ) [636,1839,728,1912]
table-cell: DMA/2025-26/RD/WORK_INDENT40581/Call-3 [998,1839,1137,1912]
col-header: ಕ್ರ. ಸಂ. [54,1810,91,1834]
registration-dot-icon [537,2358,548,2368]
govt-label: ಕರ್ನಾಟಕ ಸರ್ಕಾರ [844,1681,898,1692]
print-registration-dots-right [944,2358,1002,2370]
ref-number: ಸಂ.ರಾಮನಪಾ/ಕಾಮಗಾರಿ/ಟೆಂ/16/2025-26 [606,1746,751,1758]
dept-email: E.Mail : eepwdgad@gmail.com [1243,1447,1412,1461]
petitioner: The Karnataka State Industrial Supplies and Marketing Co-Operative Federation Limited ....Petitioner [53,218,202,249]
ref-number: ನಂ/ಪುನನ/ಟಿ.ಎ/ ಎಸ್.ಎಎಂ.2/2025-26 [53,1744,190,1755]
org-name: ಕೃಷಿ ವಿಶ್ವವಿದ್ಯಾಲಯ ಧಾರವಾಡ [1215,414,1369,434]
notice-body: ಹುಬ್ಬಳ್ಳಿ ತಾಲೂಕು ಶಿರಗುಪ್ಪಿ ಗ್ರಾಮದ ಶ್ರೀಮತಿ ಗಂಗವ್ವ ಕೋಂ ಬಸಪ್ಪ ಇವರು ಆಸ್ತಿಯ ಬಗ್ಗೆ ವಾರಸಾ ಪ್ರಮಾಣ ಪತ್ರ ಪಡೆಯಲು ತಹಶೀಲ್ದಾರರಿಗೆ ಅರ್ಜಿ ಸಲ್ಲಿಸಿದ್ದು, ಆಕ್ಷೇಪಣೆಗಳಿದ್ದಲ್ಲಿ 15 ದಿನಗಳೊಳಗಾಗಿ ಸಲ್ಲಿಸತಕ್ಕದ್ದು. [974,783,1137,831]
logo-emblem-icon [60,55,114,109]
table-cell: At 16.00 Hrs [1419,650,1497,665]
tender-bar: ಟೆಂಡರ್ ಪ್ರಕಟಣೆ [1152,1495,1503,1515]
table-cell: ಆರ್ಥಿಕ ಬಿಡ್‌ಗಳನ್ನು ತೆರೆಯುವ ದಿನಾಂಕ ಹಾಗೂ ವೇಳೆ [1172,650,1362,665]
